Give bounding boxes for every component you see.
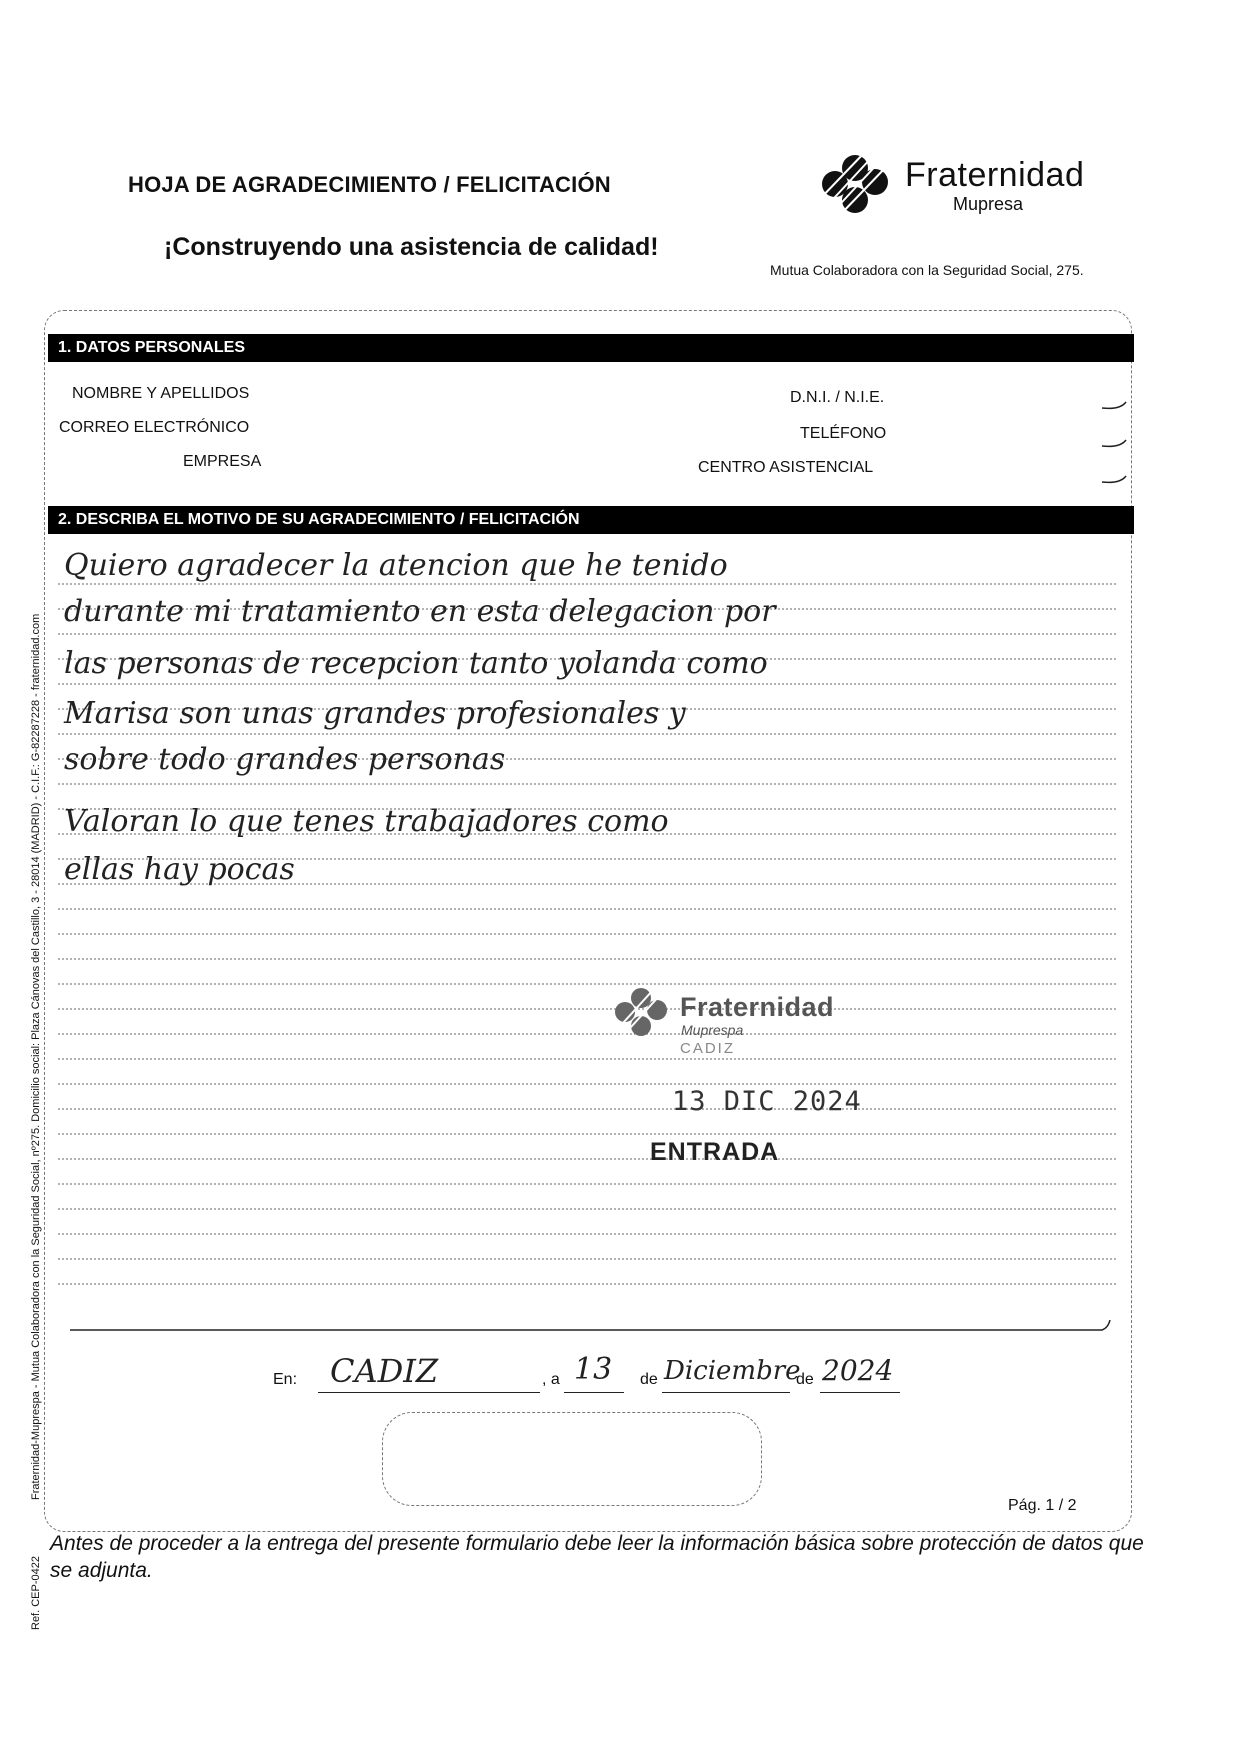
form-title: HOJA DE AGRADECIMIENTO / FELICITACIÓN xyxy=(128,172,611,197)
fraternidad-logo-icon xyxy=(803,150,903,222)
mutua-text: Mutua Colaboradora con la Seguridad Social, 275. xyxy=(770,262,1084,278)
handwritten-line-5: sobre todo grandes personas xyxy=(64,742,506,777)
correo-label: CORREO ELECTRÓNICO xyxy=(59,419,250,436)
place-value: CADIZ xyxy=(330,1352,439,1390)
stamp-brand-name: Fraternidad xyxy=(680,992,835,1022)
section2-title: 2. DESCRIBA EL MOTIVO DE SU AGRADECIMIENTO / FELICITACIÓN xyxy=(48,506,1134,534)
signature-box[interactable] xyxy=(382,1412,762,1506)
de-label: de xyxy=(640,1371,658,1388)
data-protection-notice: Antes de proceder a la entrega del presente formulario debe leer la información básica sobre protección de datos que se adjunta. xyxy=(50,1532,1144,1582)
handwritten-line-6: Valoran lo que tenes trabajadores como xyxy=(64,804,669,839)
nombre-label: NOMBRE Y APELLIDOS xyxy=(72,385,250,402)
year-underline xyxy=(820,1392,900,1393)
month-value: Diciembre xyxy=(664,1356,801,1386)
brand-name: Fraternidad xyxy=(905,156,1085,194)
telefono-label: TELÉFONO xyxy=(800,425,887,442)
field-corner-marks xyxy=(1100,392,1140,492)
stamp-date: 13 DIC 2024 xyxy=(672,1086,862,1117)
de2-label: de xyxy=(796,1371,814,1388)
day-value: 13 xyxy=(574,1352,613,1387)
sidebar-legal-text: Fraternidad-Muprespa - Mutua Colaboradora con la Seguridad Social, nº275. Domicilio social: Plaza Cánovas del Castillo, 3 - 28014 (MADRID) - C.I.F.: G-82287228 - fraternidad.com xyxy=(30,613,42,1500)
stamp-brand-sub: Muprespa xyxy=(681,1022,744,1038)
handwritten-line-2: durante mi tratamiento en esta delegacion por xyxy=(64,594,776,629)
handwritten-line-4: Marisa son unas grandes profesionales y xyxy=(64,696,686,731)
form-subtitle: ¡Construyendo una asistencia de calidad! xyxy=(164,233,659,261)
dni-label: D.N.I. / N.I.E. xyxy=(790,389,885,406)
year-value: 2024 xyxy=(822,1354,894,1387)
empresa-label: EMPRESA xyxy=(183,453,262,470)
handwritten-line-1: Quiero agradecer la atencion que he tenido xyxy=(64,548,728,583)
a-label: , a xyxy=(542,1371,560,1388)
handwritten-line-7: ellas hay pocas xyxy=(64,852,295,887)
handwritten-line-3: las personas de recepcion tanto yolanda como xyxy=(64,646,768,681)
month-underline xyxy=(662,1392,790,1393)
section1-title: 1. DATOS PERSONALES xyxy=(48,334,1134,362)
day-underline xyxy=(564,1392,624,1393)
stamp-entrada: ENTRADA xyxy=(650,1138,780,1166)
stamp-place: CADIZ xyxy=(680,1040,735,1057)
en-label: En: xyxy=(273,1371,298,1388)
stamp-logo-icon xyxy=(603,984,677,1044)
brand-sub: Mupresa xyxy=(953,194,1024,214)
ref-code: Ref. CEP-0422 xyxy=(30,1556,42,1630)
centro-label: CENTRO ASISTENCIAL xyxy=(698,459,874,476)
page-number: Pág. 1 / 2 xyxy=(1008,1497,1077,1514)
place-underline xyxy=(318,1392,540,1393)
